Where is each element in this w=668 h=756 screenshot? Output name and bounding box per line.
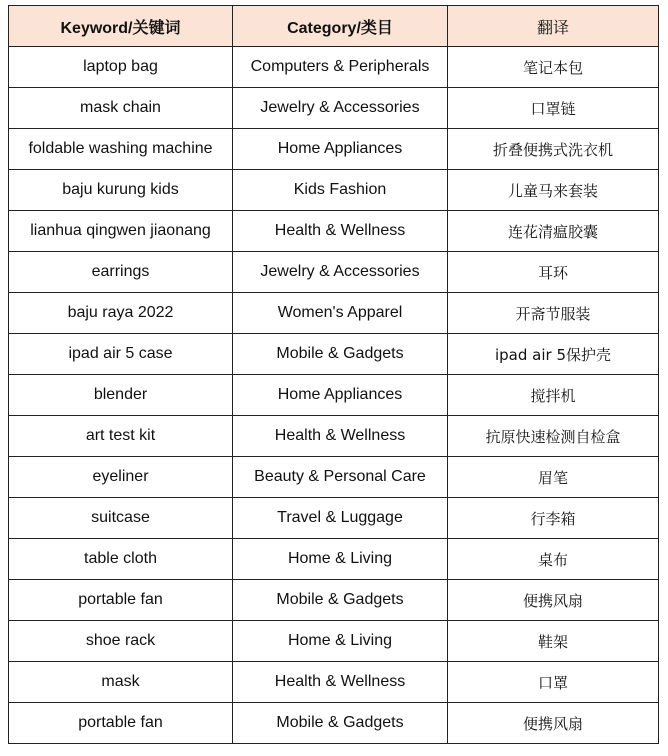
cell-category: Beauty & Personal Care <box>233 457 448 498</box>
cell-translation: 便携风扇 <box>448 580 659 621</box>
table-row <box>9 498 659 539</box>
cell-keyword: foldable washing machine <box>9 129 233 170</box>
table-row <box>9 703 659 744</box>
table-row <box>9 539 659 580</box>
table-row <box>9 334 659 375</box>
cell-keyword: portable fan <box>9 703 233 744</box>
cell-translation: 便携风扇 <box>448 703 659 744</box>
cell-keyword: art test kit <box>9 416 233 457</box>
cell-category: Travel & Luggage <box>233 498 448 539</box>
table-row <box>9 211 659 252</box>
header-keyword: Keyword/关键词 <box>9 6 233 47</box>
cell-category: Jewelry & Accessories <box>233 252 448 293</box>
cell-translation: 眉笔 <box>448 457 659 498</box>
cell-translation: 桌布 <box>448 539 659 580</box>
cell-category: Health & Wellness <box>233 416 448 457</box>
keyword-table <box>8 5 659 744</box>
cell-keyword: table cloth <box>9 539 233 580</box>
cell-keyword: baju kurung kids <box>9 170 233 211</box>
table-row <box>9 662 659 703</box>
table-row <box>9 47 659 88</box>
table-row <box>9 416 659 457</box>
cell-category: Women's Apparel <box>233 293 448 334</box>
cell-category: Jewelry & Accessories <box>233 88 448 129</box>
cell-keyword: suitcase <box>9 498 233 539</box>
cell-translation: 鞋架 <box>448 621 659 662</box>
table-row <box>9 170 659 211</box>
cell-translation: 笔记本包 <box>448 47 659 88</box>
cell-keyword: portable fan <box>9 580 233 621</box>
cell-keyword: lianhua qingwen jiaonang <box>9 211 233 252</box>
cell-category: Mobile & Gadgets <box>233 703 448 744</box>
cell-keyword: shoe rack <box>9 621 233 662</box>
table-row <box>9 88 659 129</box>
cell-keyword: mask chain <box>9 88 233 129</box>
cell-keyword: mask <box>9 662 233 703</box>
table-body <box>9 47 659 744</box>
cell-translation: 口罩 <box>448 662 659 703</box>
table-row <box>9 457 659 498</box>
table-row <box>9 621 659 662</box>
table-row <box>9 129 659 170</box>
cell-translation: 儿童马来套装 <box>448 170 659 211</box>
cell-translation: 连花清瘟胶囊 <box>448 211 659 252</box>
cell-category: Computers & Peripherals <box>233 47 448 88</box>
cell-translation: 行李箱 <box>448 498 659 539</box>
cell-category: Home & Living <box>233 539 448 580</box>
cell-category: Health & Wellness <box>233 211 448 252</box>
cell-category: Home Appliances <box>233 129 448 170</box>
cell-translation: 抗原快速检测自检盒 <box>448 416 659 457</box>
cell-keyword: earrings <box>9 252 233 293</box>
cell-keyword: laptop bag <box>9 47 233 88</box>
cell-category: Mobile & Gadgets <box>233 580 448 621</box>
cell-translation: 搅拌机 <box>448 375 659 416</box>
cell-category: Home & Living <box>233 621 448 662</box>
header-category: Category/类目 <box>233 6 448 47</box>
cell-translation: 折叠便携式洗衣机 <box>448 129 659 170</box>
cell-keyword: eyeliner <box>9 457 233 498</box>
table-row <box>9 580 659 621</box>
table-row <box>9 252 659 293</box>
cell-translation: 耳环 <box>448 252 659 293</box>
cell-keyword: baju raya 2022 <box>9 293 233 334</box>
table-row <box>9 293 659 334</box>
cell-translation: ipad air 5保护壳 <box>448 334 659 375</box>
cell-translation: 口罩链 <box>448 88 659 129</box>
cell-keyword: blender <box>9 375 233 416</box>
cell-category: Mobile & Gadgets <box>233 334 448 375</box>
cell-category: Home Appliances <box>233 375 448 416</box>
table-row <box>9 375 659 416</box>
header-translation: 翻译 <box>448 6 659 47</box>
cell-translation: 开斋节服装 <box>448 293 659 334</box>
cell-keyword: ipad air 5 case <box>9 334 233 375</box>
cell-category: Kids Fashion <box>233 170 448 211</box>
cell-category: Health & Wellness <box>233 662 448 703</box>
table-header-row <box>9 6 659 47</box>
